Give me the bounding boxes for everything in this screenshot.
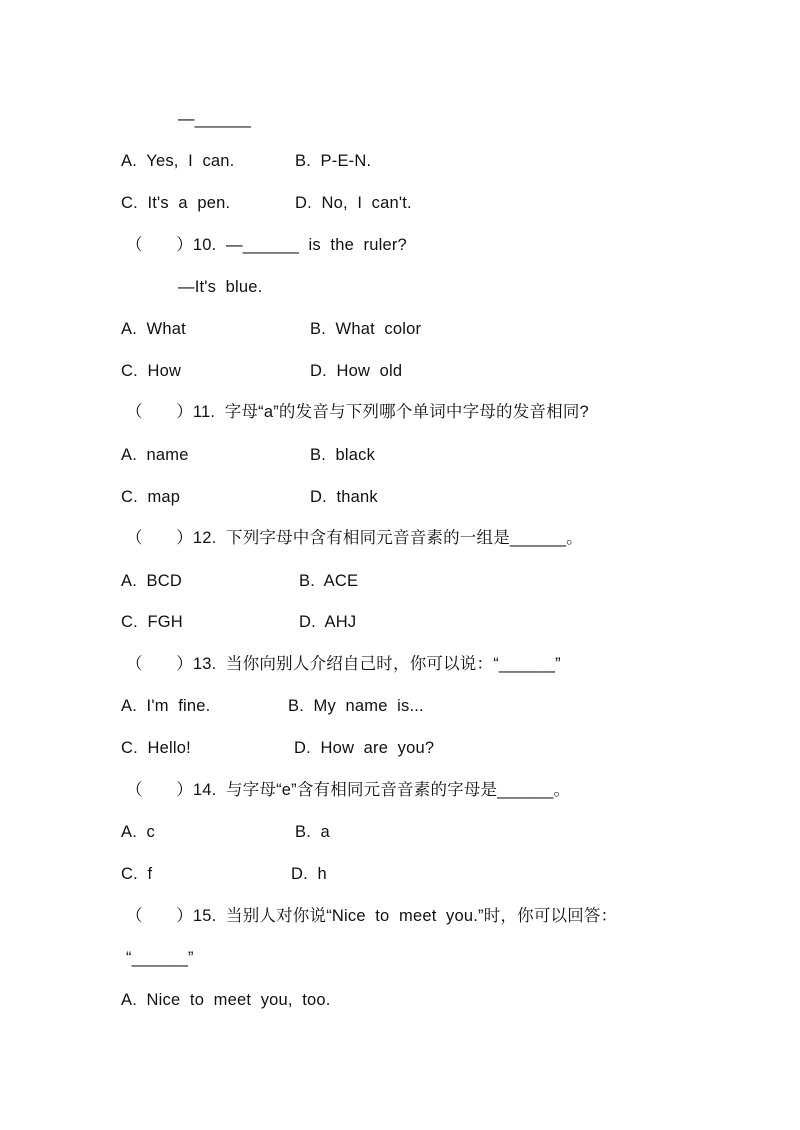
q14-option-a: A. c — [121, 823, 156, 841]
q10-stem: （ ）10. —______ is the ruler? — [126, 236, 407, 254]
q9-option-c: C. It's a pen. — [121, 194, 231, 212]
q12-stem: （ ）12. 下列字母中含有相同元音音素的一组是______。 — [126, 529, 583, 547]
q9-option-b: B. P-E-N. — [295, 152, 372, 170]
q11-option-d: D. thank — [310, 488, 378, 506]
q12-option-b: B. ACE — [299, 572, 359, 590]
q13-option-d: D. How are you? — [294, 739, 435, 757]
q12-option-c: C. FGH — [121, 613, 183, 631]
q15-stem-continued: “______” — [126, 949, 194, 967]
q10-option-d: D. How old — [310, 362, 403, 380]
q10-reply: —It's blue. — [178, 278, 263, 296]
q9-answer-line: —______ — [178, 110, 251, 128]
q12-option-d: D. AHJ — [299, 613, 357, 631]
q11-option-c: C. map — [121, 488, 181, 506]
q10-option-c: C. How — [121, 362, 182, 380]
q11-option-a: A. name — [121, 446, 189, 464]
q11-option-b: B. black — [310, 446, 376, 464]
q15-stem: （ ）15. 当别人对你说“Nice to meet you.”时，你可以回答： — [126, 907, 618, 925]
q11-stem: （ ）11. 字母“a”的发音与下列哪个单词中字母的发音相同? — [126, 403, 589, 421]
q10-option-a: A. What — [121, 320, 186, 338]
q9-option-d: D. No, I can't. — [295, 194, 412, 212]
q9-option-a: A. Yes, I can. — [121, 152, 235, 170]
q14-option-d: D. h — [291, 865, 327, 883]
q10-option-b: B. What color — [310, 320, 422, 338]
q15-option-a: A. Nice to meet you, too. — [121, 991, 331, 1009]
q14-option-c: C. f — [121, 865, 153, 883]
q13-option-c: C. Hello! — [121, 739, 191, 757]
q13-stem: （ ）13. 当你向别人介绍自己时，你可以说：“______” — [126, 655, 561, 673]
q14-stem: （ ）14. 与字母“e”含有相同元音音素的字母是______。 — [126, 781, 571, 799]
q13-option-a: A. I'm fine. — [121, 697, 211, 715]
q13-option-b: B. My name is... — [288, 697, 424, 715]
q14-option-b: B. a — [295, 823, 330, 841]
q12-option-a: A. BCD — [121, 572, 182, 590]
